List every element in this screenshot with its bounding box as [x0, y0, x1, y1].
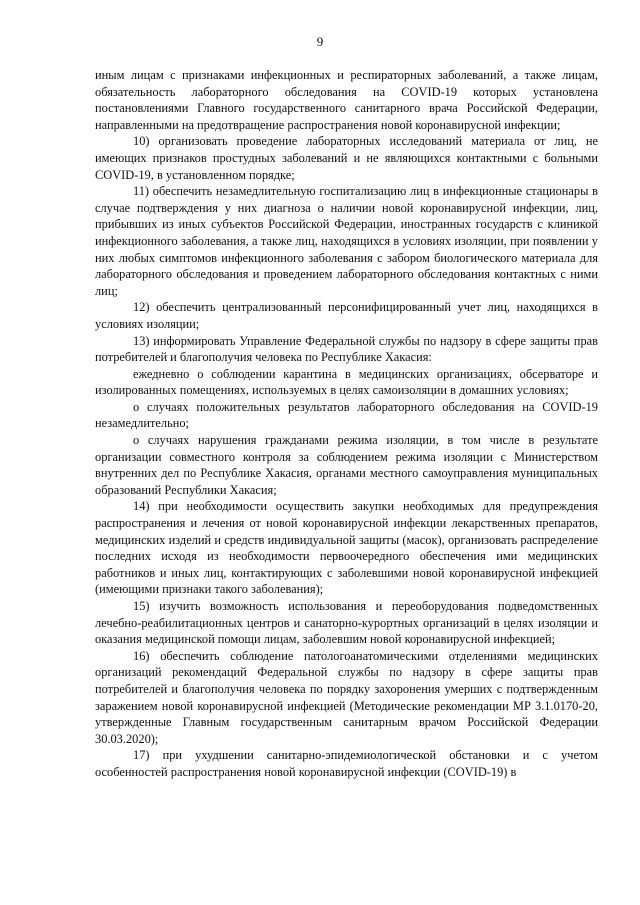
page-number: 9	[316, 34, 324, 49]
paragraph: ежедневно о соблюдении карантина в медицинских организациях, обсерваторе и изолированных помещениях, используемых в целях самоизоляции в домашних условиях;	[95, 366, 598, 398]
paragraph: 13) информировать Управление Федеральной службы по надзору в сфере защиты прав потребителей и благополучия человека по Республике Хакасия:	[95, 333, 598, 365]
document-body	[95, 67, 598, 781]
paragraph: 11) обеспечить незамедлительную госпитализацию лиц в инфекционные стационары в случае подтверждения у них диагноза о наличии новой коронавирусной инфекции, лиц, прибывших из иных субъектов Российской Федерации, иностранных государств с клиникой инфекционного заболевания, а также лиц, находящихся в условиях изоляции, при появлении у них любых симптомов инфекционного заболевания с забором биологического материала для лабораторного обследования и проведением лабораторного обследования контактных с ними лиц;	[95, 184, 598, 298]
paragraph: 17) при ухудшении санитарно-эпидемиологической обстановки и с учетом особенностей распространения новой коронавирусной инфекции (COVID-19) в	[95, 748, 598, 779]
paragraph: о случаях нарушения гражданами режима изоляции, в том числе в результате организации совместного контроля за соблюдением режима изоляции с Министерством внутренних дел по Республике Хакасия, органами местного самоуправления муниципальных образований Республики Хакасия;	[95, 433, 598, 497]
paragraph: о случаях положительных результатов лабораторного обследования на COVID-19 незамедлительно;	[95, 399, 598, 431]
paragraph: 10) организовать проведение лабораторных исследований материала от лиц, не имеющих признаков простудных заболеваний и не являющихся контактными с больными COVID-19, в установленном порядке;	[95, 134, 598, 182]
paragraph: 16) обеспечить соблюдение патологоанатомическими отделениями медицинских организаций рекомендаций Федеральной службы по надзору в сфере защиты прав потребителей и благополучия человека по порядку захоронения умерших с подтвержденным заражением новой коронавирусной инфекцией (Методические рекомендации МР 3.1.0170-20, утвержденные Главным государственным санитарным врачом Российской Федерации 30.03.2020);	[95, 648, 598, 746]
paragraph: 15) изучить возможность использования и переоборудования подведомственных лечебно-реабилитационных центров и санаторно-курортных организаций в целях изоляции и оказания медицинской помощи лицам, заболевшим новой коронавирусной инфекцией;	[95, 599, 598, 647]
paragraph: иным лицам с признаками инфекционных и респираторных заболеваний, а также лицам, обязательность лабораторного обследования на COVID-19 которых установлена постановлениями Главного государственного санитарного врача Российской Федерации, направленными на предотвращение распространения новой коронавирусной инфекции;	[95, 68, 598, 132]
paragraph: 14) при необходимости осуществить закупки необходимых для предупреждения распространения и лечения от новой коронавирусной инфекции лекарственных препаратов, медицинских изделий и средств индивидуальной защиты (масок), организовать распределение последних исходя из необходимости первоочередного обеспечения ими медицинских работников и иных лиц, контактирующих с заболевшими новой коронавирусной инфекцией (имеющими признаки такого заболевания);	[95, 499, 598, 597]
paragraph: 12) обеспечить централизованный персонифицированный учет лиц, находящихся в условиях изоляции;	[95, 300, 598, 331]
